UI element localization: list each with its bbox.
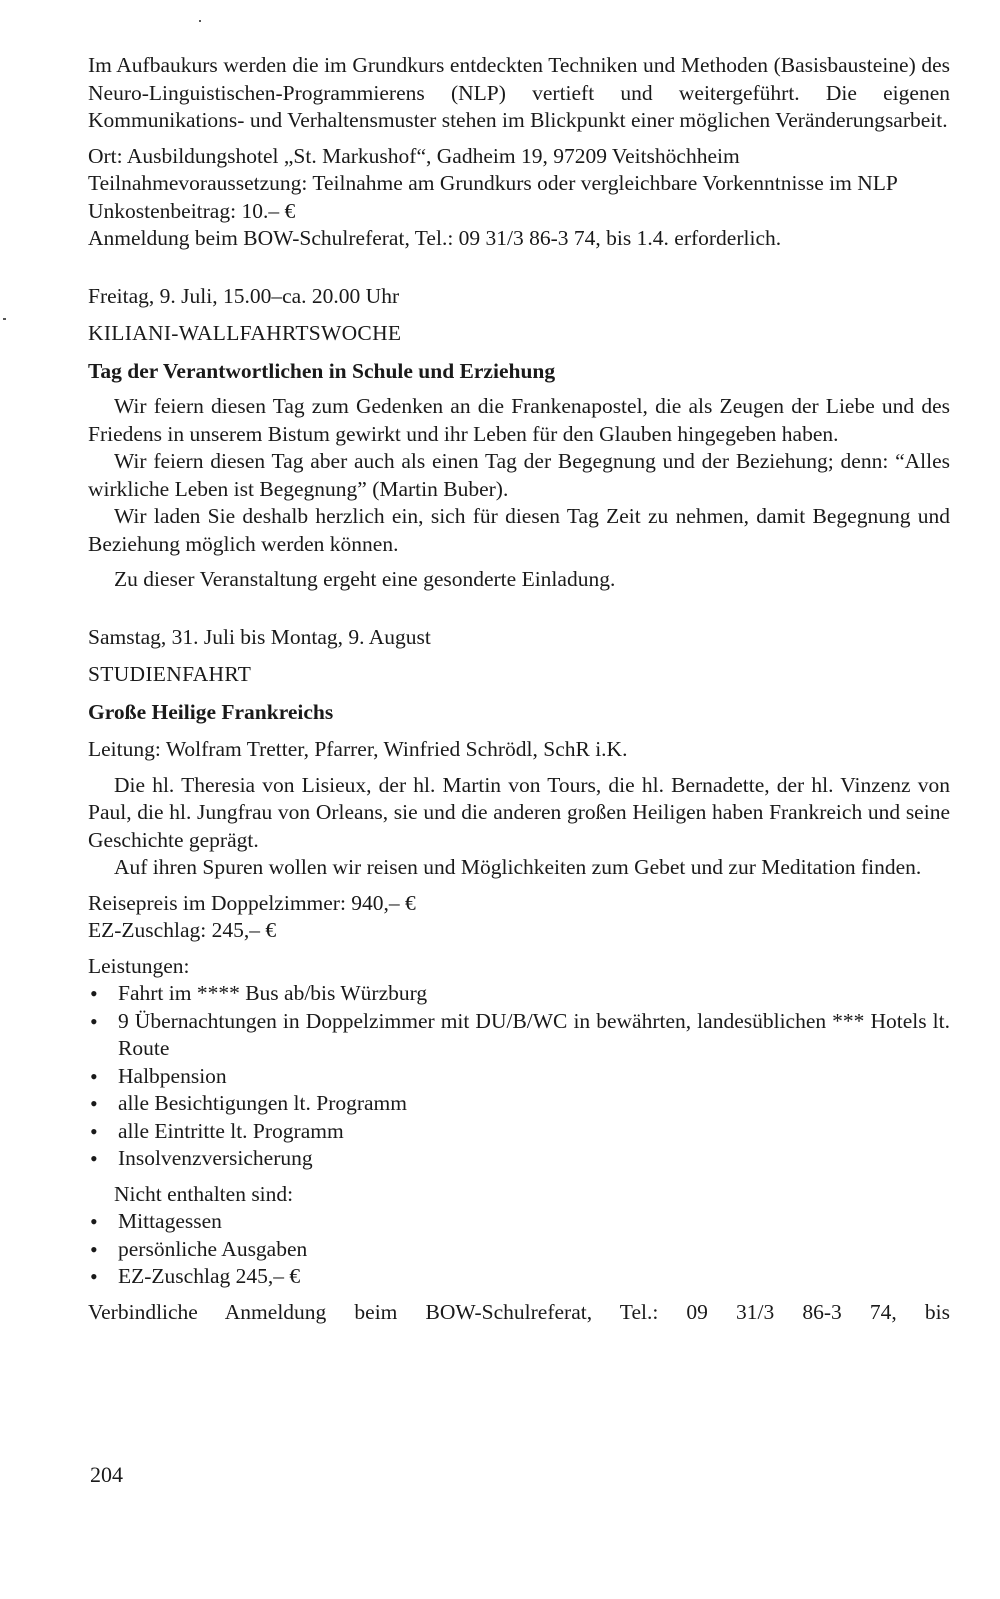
fee-line: Unkostenbeitrag: 10.– € bbox=[88, 198, 296, 223]
event2-category: STUDIENFAHRT bbox=[88, 662, 252, 686]
scan-speck bbox=[3, 318, 6, 320]
event2-registration: Verbindliche Anmeldung beim BOW-Schulreferat, Tel.: 09 31/3 86-3 74, bis bbox=[88, 1299, 950, 1324]
event1-paragraph-1: Wir feiern diesen Tag zum Gedenken an die Frankenapostel, die als Zeugen der Liebe und des Friedens in unserem Bistum gewirkt und ihr Leben für den Glauben hingegeben haben. bbox=[88, 394, 950, 446]
event1-category: KILIANI-WALLFAHRTSWOCHE bbox=[88, 321, 402, 345]
list-item: • Halbpension bbox=[88, 1063, 950, 1091]
prerequisite-line: Teilnahmevoraussetzung: Teilnahme am Grundkurs oder vergleichbare Vorkenntnisse im NLP bbox=[88, 171, 898, 195]
scan-speck bbox=[199, 20, 201, 22]
excluded-label: Nicht enthalten sind: bbox=[114, 1181, 294, 1206]
services-list bbox=[88, 980, 950, 1173]
event1-paragraph-4: Zu dieser Veranstaltung ergeht eine gesonderte Einladung. bbox=[114, 567, 616, 591]
event1-title: Tag der Verantwortlichen in Schule und Erziehung bbox=[88, 358, 556, 383]
event2-leitung: Leitung: Wolfram Tretter, Pfarrer, Winfried Schrödl, SchR i.K. bbox=[88, 737, 628, 761]
list-item: • EZ-Zuschlag 245,– € bbox=[88, 1263, 950, 1291]
list-item: • persönliche Ausgaben bbox=[88, 1236, 950, 1264]
event2-single-supplement: EZ-Zuschlag: 245,– € bbox=[88, 918, 277, 942]
event1-date: Freitag, 9. Juli, 15.00–ca. 20.00 Uhr bbox=[88, 283, 400, 308]
event2-title: Große Heilige Frankreichs bbox=[88, 699, 334, 724]
excluded-list bbox=[88, 1208, 950, 1291]
services-label: Leistungen: bbox=[88, 953, 190, 978]
event2-paragraph-2: Auf ihren Spuren wollen wir reisen und Möglichkeiten zum Gebet und zur Meditation finden. bbox=[114, 855, 922, 879]
intro-paragraph: Im Aufbaukurs werden die im Grundkurs entdeckten Techniken und Methoden (Basisbausteine) des Neuro-Linguistischen-Programmierens (NLP) vertieft und weitergeführt. Die eigenen Kommunikations- und Verhaltensmuster stehen im Blickpunkt einer möglichen Veränderungsarbeit. bbox=[88, 53, 950, 132]
list-item: • 9 Übernachtungen in Doppelzimmer mit DU/B/WC in bewährten, landesüblichen *** Hotels lt. Route bbox=[88, 1008, 950, 1063]
list-item: • Mittagessen bbox=[88, 1208, 950, 1236]
page-number: 204 bbox=[90, 1462, 123, 1487]
event2-paragraph-1: Die hl. Theresia von Lisieux, der hl. Martin von Tours, die hl. Bernadette, der hl. Vinzenz von Paul, die hl. Jungfrau von Orleans, sie und die anderen großen Heiligen haben Frankreich und seine Geschichte geprägt. bbox=[88, 772, 950, 852]
page-content bbox=[88, 52, 950, 1326]
list-item: • Fahrt im **** Bus ab/bis Würzburg bbox=[88, 980, 950, 1008]
list-item: • Insolvenzversicherung bbox=[88, 1145, 950, 1173]
list-item: • alle Eintritte lt. Programm bbox=[88, 1118, 950, 1146]
event1-paragraph-3: Wir laden Sie deshalb herzlich ein, sich für diesen Tag Zeit zu nehmen, damit Begegnung und Beziehung möglich werden können. bbox=[88, 504, 950, 556]
list-item: • alle Besichtigungen lt. Programm bbox=[88, 1090, 950, 1118]
event2-date: Samstag, 31. Juli bis Montag, 9. August bbox=[88, 624, 431, 649]
registration-line: Anmeldung beim BOW-Schulreferat, Tel.: 09 31/3 86-3 74, bis 1.4. erforderlich. bbox=[88, 226, 782, 250]
location-line: Ort: Ausbildungshotel „St. Markushof“, Gadheim 19, 97209 Veitshöchheim bbox=[88, 143, 740, 168]
event1-paragraph-2: Wir feiern diesen Tag aber auch als einen Tag der Begegnung und der Beziehung; denn: “Alles wirkliche Leben ist Begegnung” (Martin Buber). bbox=[88, 449, 950, 501]
event2-price: Reisepreis im Doppelzimmer: 940,– € bbox=[88, 890, 416, 915]
